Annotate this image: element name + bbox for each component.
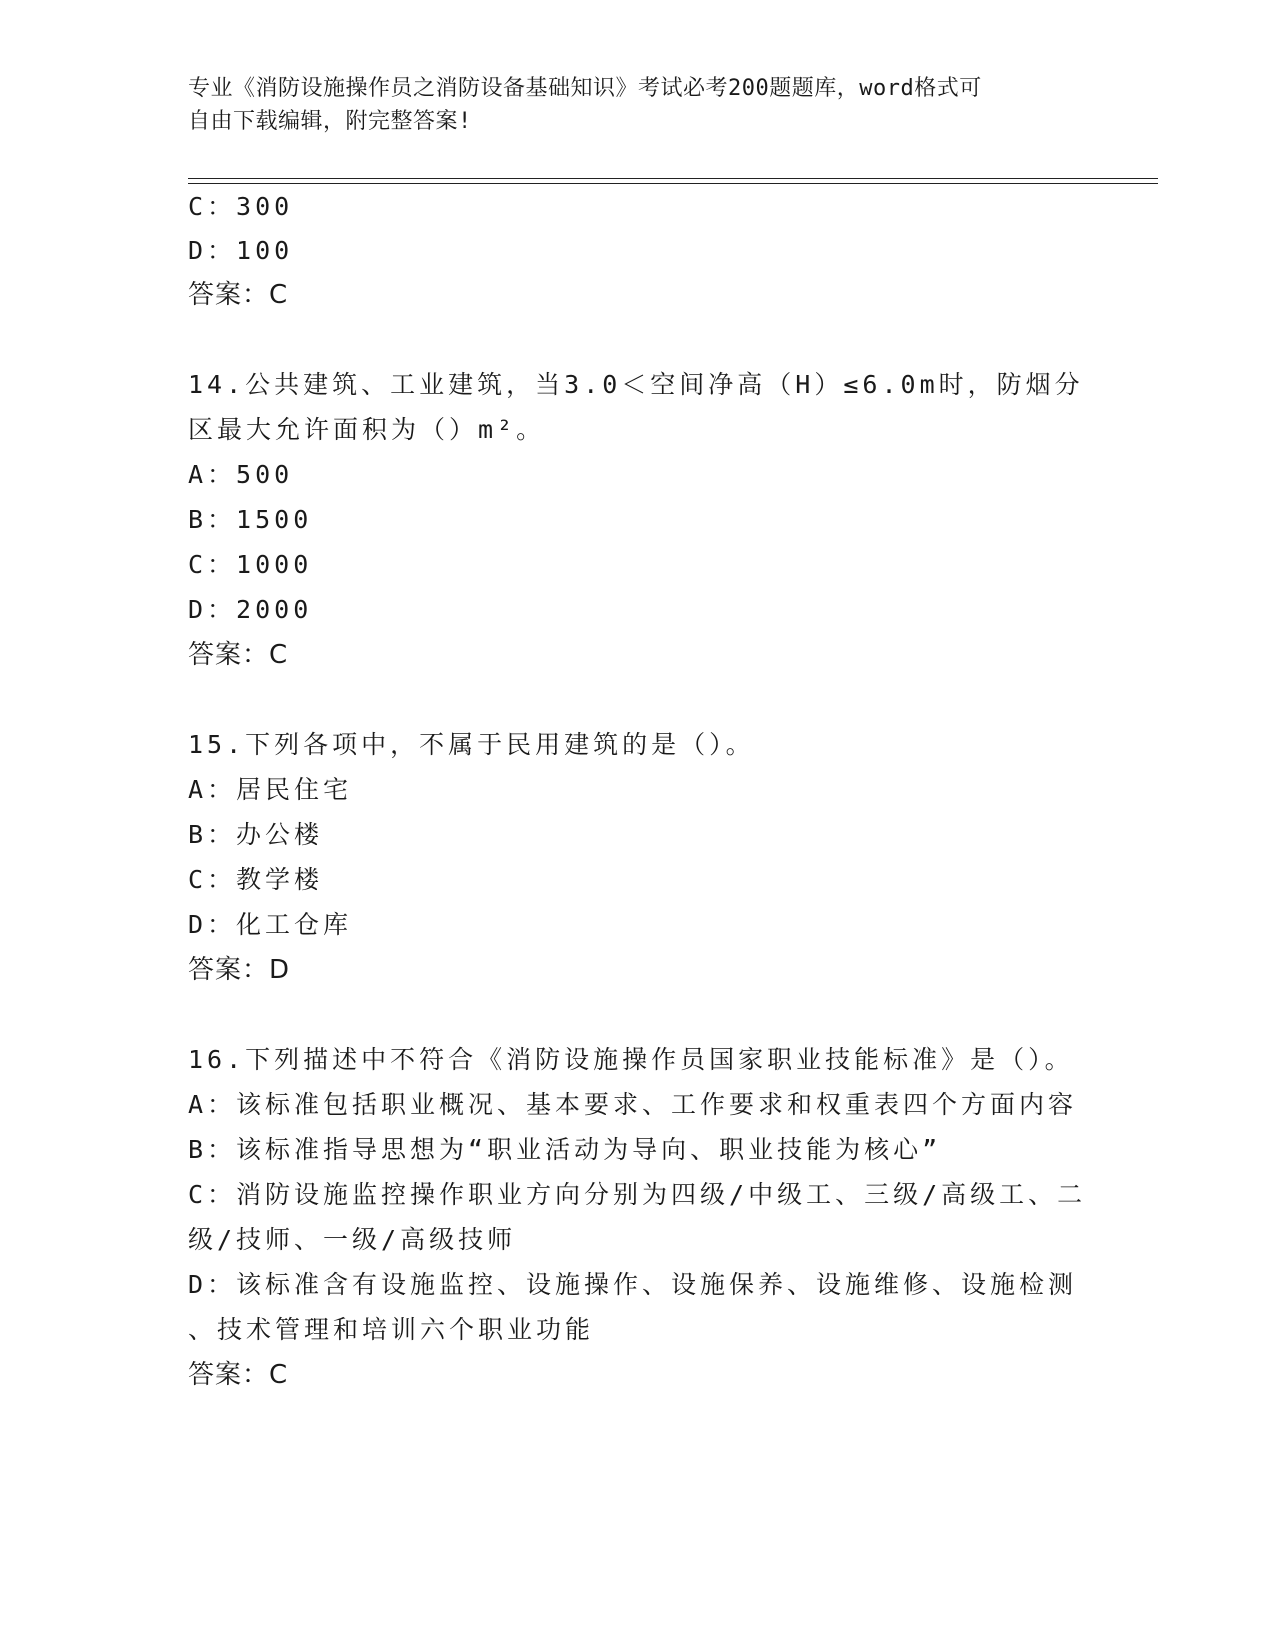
question-16-option-d-line-1: D：该标准含有设施监控、设施操作、设施保养、设施维修、设施检测 — [188, 1270, 1078, 1299]
question-14-line-2: 区最大允许面积为（）m²。 — [188, 415, 546, 444]
option-d: D：100 — [188, 236, 294, 265]
question-16-option-d-line-2: 、技术管理和培训六个职业功能 — [188, 1315, 595, 1344]
header-divider-top — [188, 178, 1158, 179]
question-15-option-d: D：化工仓库 — [188, 910, 353, 939]
question-16-option-c-line-1: C：消防设施监控操作职业方向分别为四级/中级工、三级/高级工、二 — [188, 1180, 1087, 1209]
question-16-option-b: B：该标准指导思想为“职业活动为导向、职业技能为核心” — [188, 1135, 942, 1164]
question-14-option-b: B：1500 — [188, 505, 313, 534]
question-15-option-c: C：教学楼 — [188, 865, 324, 894]
question-14-option-d: D：2000 — [188, 595, 313, 624]
question-16: 16.下列描述中不符合《消防设施操作员国家职业技能标准》是（）。 — [188, 1045, 1074, 1074]
header-line-1: 专业《消防设施操作员之消防设备基础知识》考试必考200题题库，word格式可 — [188, 76, 982, 101]
answer-14: 答案：C — [188, 640, 289, 670]
document-header — [188, 72, 1068, 138]
question-16-option-a: A：该标准包括职业概况、基本要求、工作要求和权重表四个方面内容 — [188, 1090, 1078, 1119]
answer-13: 答案：C — [188, 280, 289, 310]
answer-15: 答案：D — [188, 955, 291, 985]
question-15-option-a: A：居民住宅 — [188, 775, 353, 804]
question-14-option-c: C：1000 — [188, 550, 313, 579]
question-15: 15.下列各项中，不属于民用建筑的是（）。 — [188, 730, 755, 759]
question-14-line-1: 14.公共建筑、工业建筑，当3.0＜空间净高（H）≤6.0m时，防烟分 — [188, 370, 1084, 399]
question-14-option-a: A：500 — [188, 460, 294, 489]
answer-16: 答案：C — [188, 1360, 289, 1390]
header-divider-bottom — [188, 183, 1158, 184]
option-c: C：300 — [188, 192, 294, 221]
header-line-2: 自由下载编辑，附完整答案! — [188, 109, 472, 134]
question-15-option-b: B：办公楼 — [188, 820, 324, 849]
question-16-option-c-line-2: 级/技师、一级/高级技师 — [188, 1225, 517, 1254]
